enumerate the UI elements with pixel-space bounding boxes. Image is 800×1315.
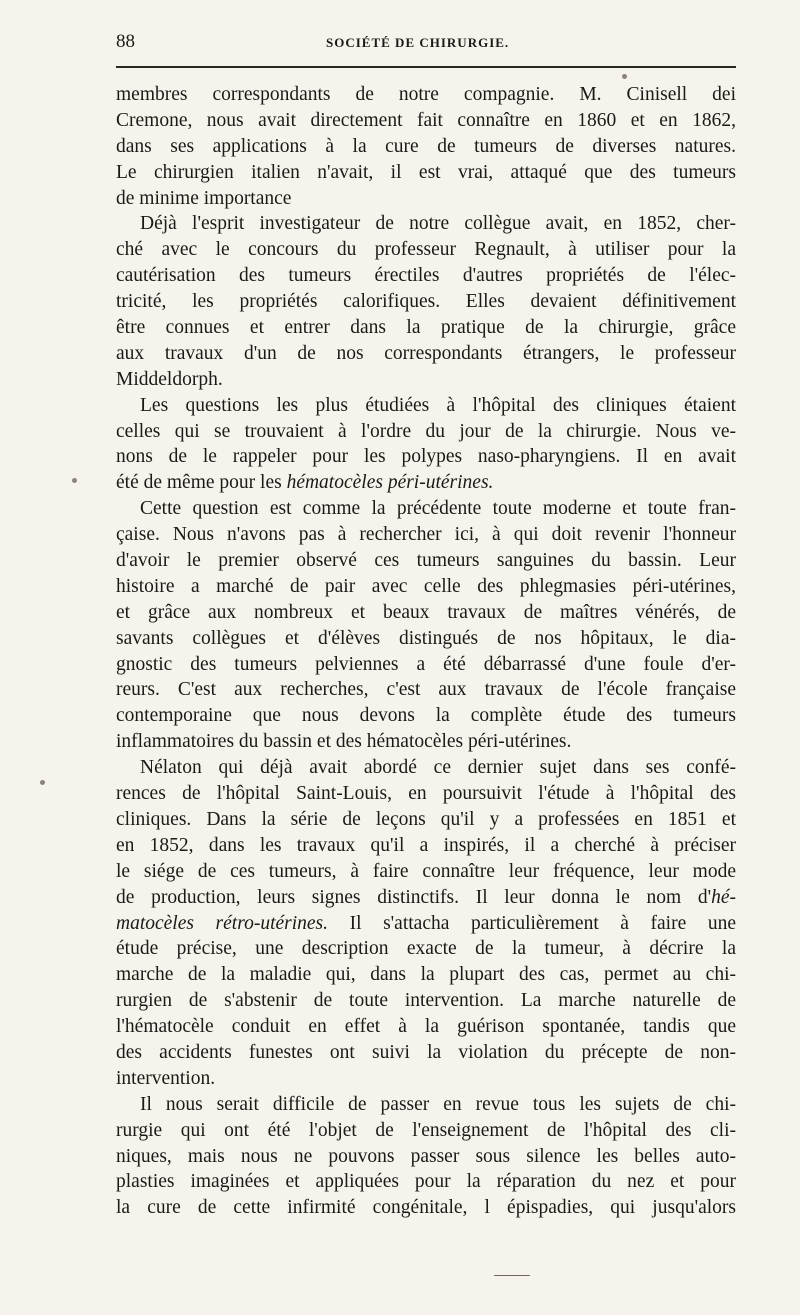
text-line: Les questions les plus étudiées à l'hôpital des cliniques étaient [140, 394, 736, 416]
text-line: Cette question est comme la précédente toute moderne et toute fran- [140, 498, 736, 520]
text-line: marche de la maladie qui, dans la plupart des cas, permet au chi- [116, 964, 736, 986]
running-title: SOCIÉTÉ DE CHIRURGIE. [326, 35, 510, 50]
text-line: ché avec le concours du professeur Regnault, à utiliser pour la [116, 239, 736, 261]
text-line: être connues et entrer dans la pratique de la chirurgie, grâce [116, 317, 736, 339]
text-line: Cremone, nous avait directement fait connaître en 1860 et en 1862, [116, 109, 736, 131]
text-line: en 1852, dans les travaux qu'il a inspirés, il a cherché à préciser [116, 834, 736, 856]
text-line: Déjà l'esprit investigateur de notre collègue avait, en 1852, cher- [140, 213, 736, 235]
text-line: nons de le rappeler pour les polypes naso-pharyngiens. Il en avait [116, 446, 736, 468]
text-line: gnostic des tumeurs pelviennes a été débarrassé d'une foule d'er- [116, 653, 736, 675]
text-line: la cure de cette infirmité congénitale, l épispadies, qui jusqu'alors [116, 1197, 736, 1219]
text-line: étude précise, une description exacte de la tumeur, à décrire la [116, 938, 736, 960]
text-line: Le chirurgien italien n'avait, il est vrai, attaqué que des tumeurs [116, 161, 736, 183]
text-line: et grâce aux nombreux et beaux travaux de maîtres vénérés, de [116, 601, 736, 623]
text-line: plasties imaginées et appliquées pour la réparation du nez et pour [116, 1171, 736, 1193]
text-line [116, 470, 736, 496]
text-line: d'avoir le premier observé ces tumeurs sanguines du bassin. Leur [116, 550, 736, 572]
text-line: de minime importance [116, 187, 292, 209]
line-text: de production, leurs signes distinctifs. Il leur donna le nom d' [116, 886, 712, 908]
paragraph [116, 496, 736, 755]
ink-speck [622, 74, 627, 79]
text-line [116, 885, 736, 911]
printer-mark [494, 1275, 530, 1276]
text-line: reurs. C'est aux recherches, c'est aux travaux de l'école française [116, 679, 736, 701]
header-rule [116, 66, 736, 68]
text-line: savants collègues et d'élèves distingués de nos hôpitaux, le dia- [116, 627, 736, 649]
text-line: rences de l'hôpital Saint-Louis, en poursuivit l'étude à l'hôpital des [116, 783, 736, 805]
paragraph [116, 1092, 736, 1221]
text-line: aux travaux d'un de nos correspondants étrangers, le professeur [116, 342, 736, 364]
text-line: niques, mais nous ne pouvons passer sous silence les belles auto- [116, 1145, 736, 1167]
text-line: histoire a marché de pair avec celle des phlegmasies péri-utérines, [116, 575, 736, 597]
text-line: le siége de ces tumeurs, à faire connaître leur fréquence, leur mode [116, 860, 736, 882]
running-head [116, 30, 734, 54]
line-text: été de même pour les [116, 472, 287, 494]
body-text [116, 82, 736, 1221]
text-line: cliniques. Dans la série de leçons qu'il y a professées en 1851 et [116, 808, 736, 830]
italic-term: hématocèles péri-utérines. [286, 472, 494, 494]
text-line: çaise. Nous n'avons pas à rechercher ici, à qui doit revenir l'honneur [116, 524, 736, 546]
text-line: rurgie qui ont été l'objet de l'enseignement de l'hôpital des cli- [116, 1119, 736, 1141]
paragraph [116, 755, 736, 1092]
text-line: des accidents funestes ont suivi la violation du précepte de non- [116, 1041, 736, 1063]
text-line: contemporaine que nous devons la complète étude des tumeurs [116, 705, 736, 727]
text-line: dans ses applications à la cure de tumeurs de diverses natures. [116, 135, 736, 157]
paragraph [116, 393, 736, 497]
line-text: Il s'attacha particulièrement à faire une [328, 912, 736, 934]
text-line [116, 911, 736, 937]
text-line: celles qui se trouvaient à l'ordre du jour de la chirurgie. Nous ve- [116, 420, 736, 442]
text-line: inflammatoires du bassin et des hématocèles péri-utérines. [116, 731, 572, 753]
text-line: Il nous serait difficile de passer en revue tous les sujets de chi- [140, 1093, 736, 1115]
text-line: Middeldorph. [116, 368, 223, 390]
text-line: Nélaton qui déjà avait abordé ce dernier sujet dans ses confé- [140, 757, 736, 779]
page-number: 88 [116, 31, 135, 52]
paragraph [116, 82, 736, 211]
margin-mark [40, 780, 45, 785]
italic-term: hé- [711, 886, 736, 908]
italic-term: matocèles rétro-utérines. [116, 912, 329, 934]
text-line: membres correspondants de notre compagnie. M. Cinisell dei [116, 84, 736, 105]
text-line: cautérisation des tumeurs érectiles d'autres propriétés de l'élec- [116, 265, 736, 287]
paragraph [116, 211, 736, 392]
text-line: l'hématocèle conduit en effet à la guérison spontanée, tandis que [116, 1016, 736, 1038]
text-line: rurgien de s'abstenir de toute intervention. La marche naturelle de [116, 990, 736, 1012]
margin-mark [72, 478, 77, 483]
text-line: intervention. [116, 1067, 216, 1089]
text-line: tricité, les propriétés calorifiques. Elles devaient définitivement [116, 291, 736, 313]
